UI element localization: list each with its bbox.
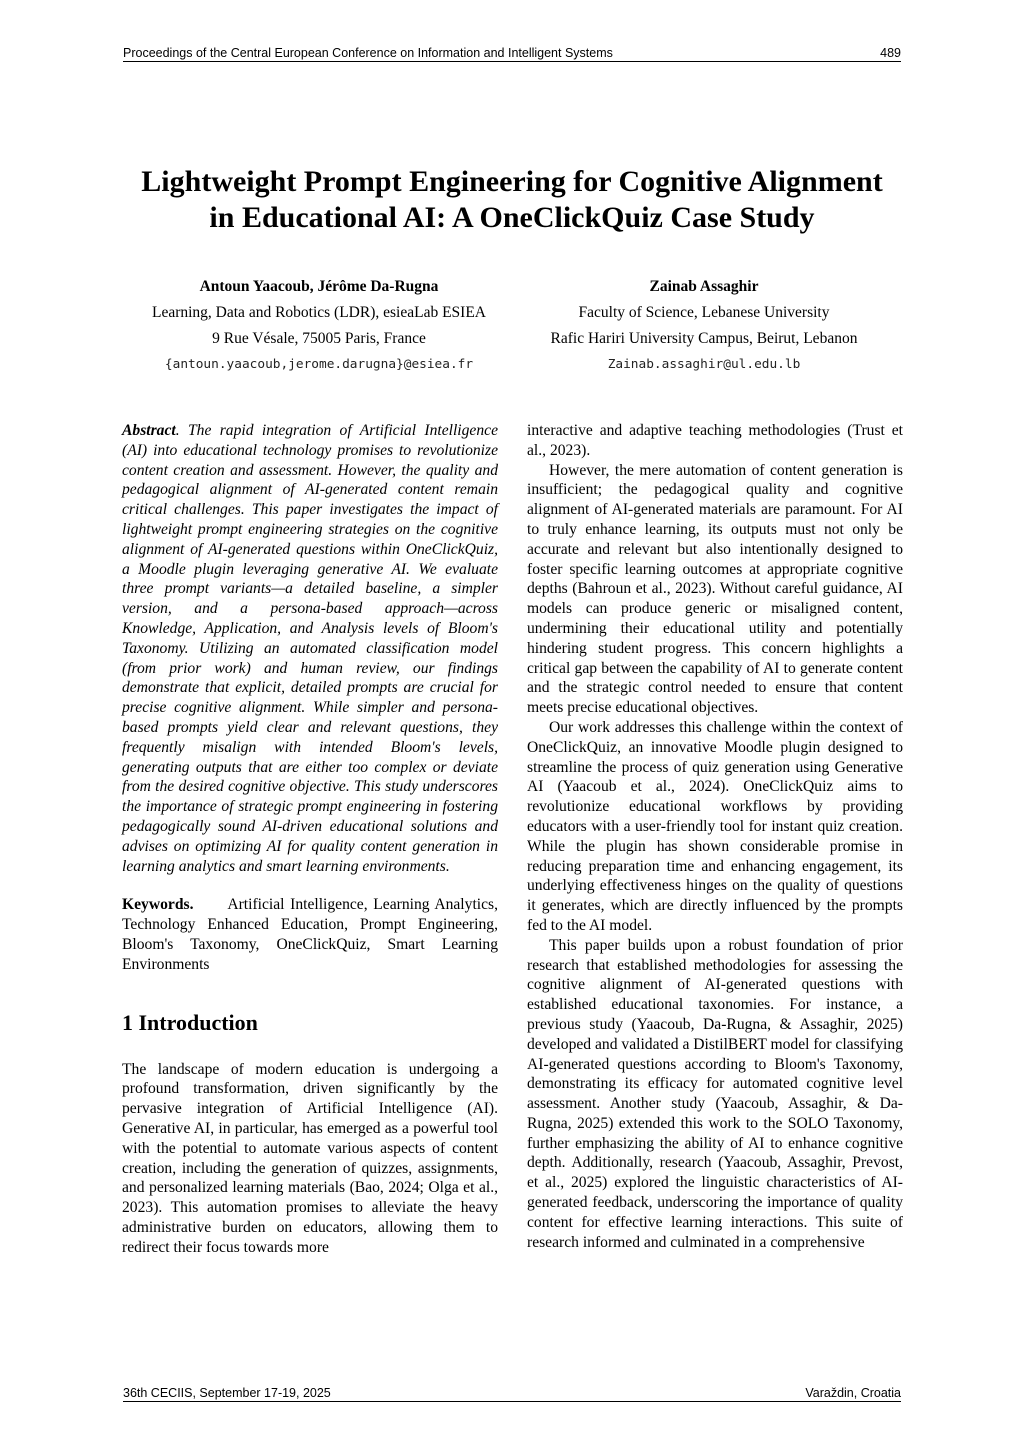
right-column bbox=[527, 421, 903, 1252]
intro-paragraph-2: However, the mere automation of content generation is insufficient; the pedagogical quality and cognitive alignment of AI-generated materials are paramount. For AI to truly enhance learning, its outputs must not only be accurate and relevant but also intentionally designed to foster specific learning outcomes at appropriate cognitive depths (Bahroun et al., 2023). Without careful guidance, AI models can produce generic or misaligned content, undermining their educational utility and potentially hindering student progress. This concern highlights a critical gap between the capability of AI to generate content and the strategic control needed to ensure that content meets precise educational objectives. bbox=[527, 461, 903, 717]
keywords bbox=[122, 895, 498, 974]
paper-title-line1: Lightweight Prompt Engineering for Cognitive Alignment bbox=[141, 165, 883, 198]
paper-title bbox=[100, 164, 924, 236]
left-column bbox=[122, 421, 498, 1257]
intro-paragraph-3: Our work addresses this challenge within the context of OneClickQuiz, an innovative Moodle plugin designed to streamline the process of quiz generation using Generative AI (Yaacoub et al., 2024). OneClickQuiz aims to revolutionize educational workflows by providing educators with a user-friendly tool for instant quiz creation. While the plugin has shown considerable promise in reducing preparation time and enhancing engagement, its underlying effectiveness hinges on the quality of questions it generates, which are directly influenced by the prompts fed to the AI model. bbox=[527, 718, 903, 934]
keywords-text: Artificial Intelligence, Learning Analytics, Technology Enhanced Education, Prompt Engineering, Bloom's Taxonomy, OneClickQuiz, Smart Learning Environments bbox=[122, 896, 498, 973]
running-footer bbox=[123, 1386, 901, 1402]
running-header bbox=[123, 46, 901, 62]
keywords-label: Keywords. bbox=[122, 896, 194, 914]
section-heading-introduction: 1 Introduction bbox=[122, 1009, 258, 1035]
author-block-left bbox=[123, 274, 515, 378]
intro-paragraph-4: This paper builds upon a robust foundation of prior research that established methodologies for assessing the cognitive alignment of AI-generated questions with established educational taxonomies. For instance, a previous study (Yaacoub, Da-Rugna, & Assaghir, 2025) developed and validated a DistilBERT model for classifying AI-generated questions according to Bloom's Taxonomy, demonstrating its efficacy for automated cognitive level assessment. Another study (Yaacoub, Assaghir, & Da-Rugna, 2025) extended this work to the SOLO Taxonomy, further emphasizing the ability of AI to enhance cognitive depth. Additionally, research (Yaacoub, Assaghir, Prevost, et al., 2025) explored the linguistic characteristics of AI-generated feedback, underscoring the importance of quality content for effective learning interactions. This suite of research informed and culminated in a comprehensive bbox=[527, 936, 903, 1251]
footer-conference: 36th CECIIS, September 17-19, 2025 bbox=[123, 1386, 331, 1400]
author-names: Zainab Assaghir bbox=[649, 278, 759, 295]
author-affiliation: Faculty of Science, Lebanese University bbox=[578, 304, 830, 321]
abstract bbox=[122, 421, 498, 876]
page-number: 489 bbox=[880, 46, 901, 60]
author-email: {antoun.yaacoub,jerome.darugna}@esiea.fr bbox=[164, 357, 474, 372]
author-email: Zainab.assaghir@ul.edu.lb bbox=[607, 357, 801, 372]
abstract-text: . The rapid integration of Artificial Intelligence (AI) into educational technology promises to revolutionize content creation and assessment. However, the quality and pedagogical alignment of AI-generated content remain critical challenges. This paper investigates the impact of lightweight prompt engineering strategies on the cognitive alignment of AI-generated questions within OneClickQuiz, a Moodle plugin leveraging generative AI. We evaluate three prompt variants—a detailed baseline, a simpler version, and a persona-based approach—across Knowledge, Application, and Analysis levels of Bloom's Taxonomy. Utilizing an automated classification model (from prior work) and human review, our findings demonstrate that explicit, detailed prompts are crucial for precise cognitive alignment. While simpler and persona-based prompts yield clear and relevant questions, they frequently misalign with intended Bloom's levels, generating outputs that are either too complex or deviate from the desired cognitive objective. This study underscores the importance of strategic prompt engineering in fostering pedagogically sound AI-driven educational solutions and advises on optimizing AI for quality content generation in learning analytics and smart learning environments. bbox=[122, 422, 498, 875]
author-block-right bbox=[518, 274, 890, 378]
intro-paragraph-1: The landscape of modern education is undergoing a profound transformation, driven significantly by the pervasive integration of Artificial Intelligence (AI). Generative AI, in particular, has emerged as a powerful tool with the potential to automate various aspects of content creation, including the generation of quizzes, assignments, and personalized learning materials (Bao, 2024; Olga et al., 2023). This automation promises to alleviate the heavy administrative burden on educators, allowing them to redirect their focus towards more bbox=[122, 1060, 498, 1256]
author-names: Antoun Yaacoub, Jérôme Da-Rugna bbox=[199, 278, 439, 295]
intro-paragraph-1-continued: interactive and adaptive teaching methodologies (Trust et al., 2023). bbox=[527, 422, 903, 459]
footer-location: Varaždin, Croatia bbox=[805, 1386, 901, 1400]
paper-title-line2: in Educational AI: A OneClickQuiz Case Study bbox=[209, 201, 815, 234]
author-address: 9 Rue Vésale, 75005 Paris, France bbox=[212, 330, 426, 347]
author-affiliation: Learning, Data and Robotics (LDR), esieaLab ESIEA bbox=[151, 304, 486, 321]
author-address: Rafic Hariri University Campus, Beirut, Lebanon bbox=[550, 330, 858, 347]
running-title: Proceedings of the Central European Conference on Information and Intelligent Systems bbox=[123, 46, 613, 60]
abstract-label: Abstract bbox=[122, 422, 176, 439]
